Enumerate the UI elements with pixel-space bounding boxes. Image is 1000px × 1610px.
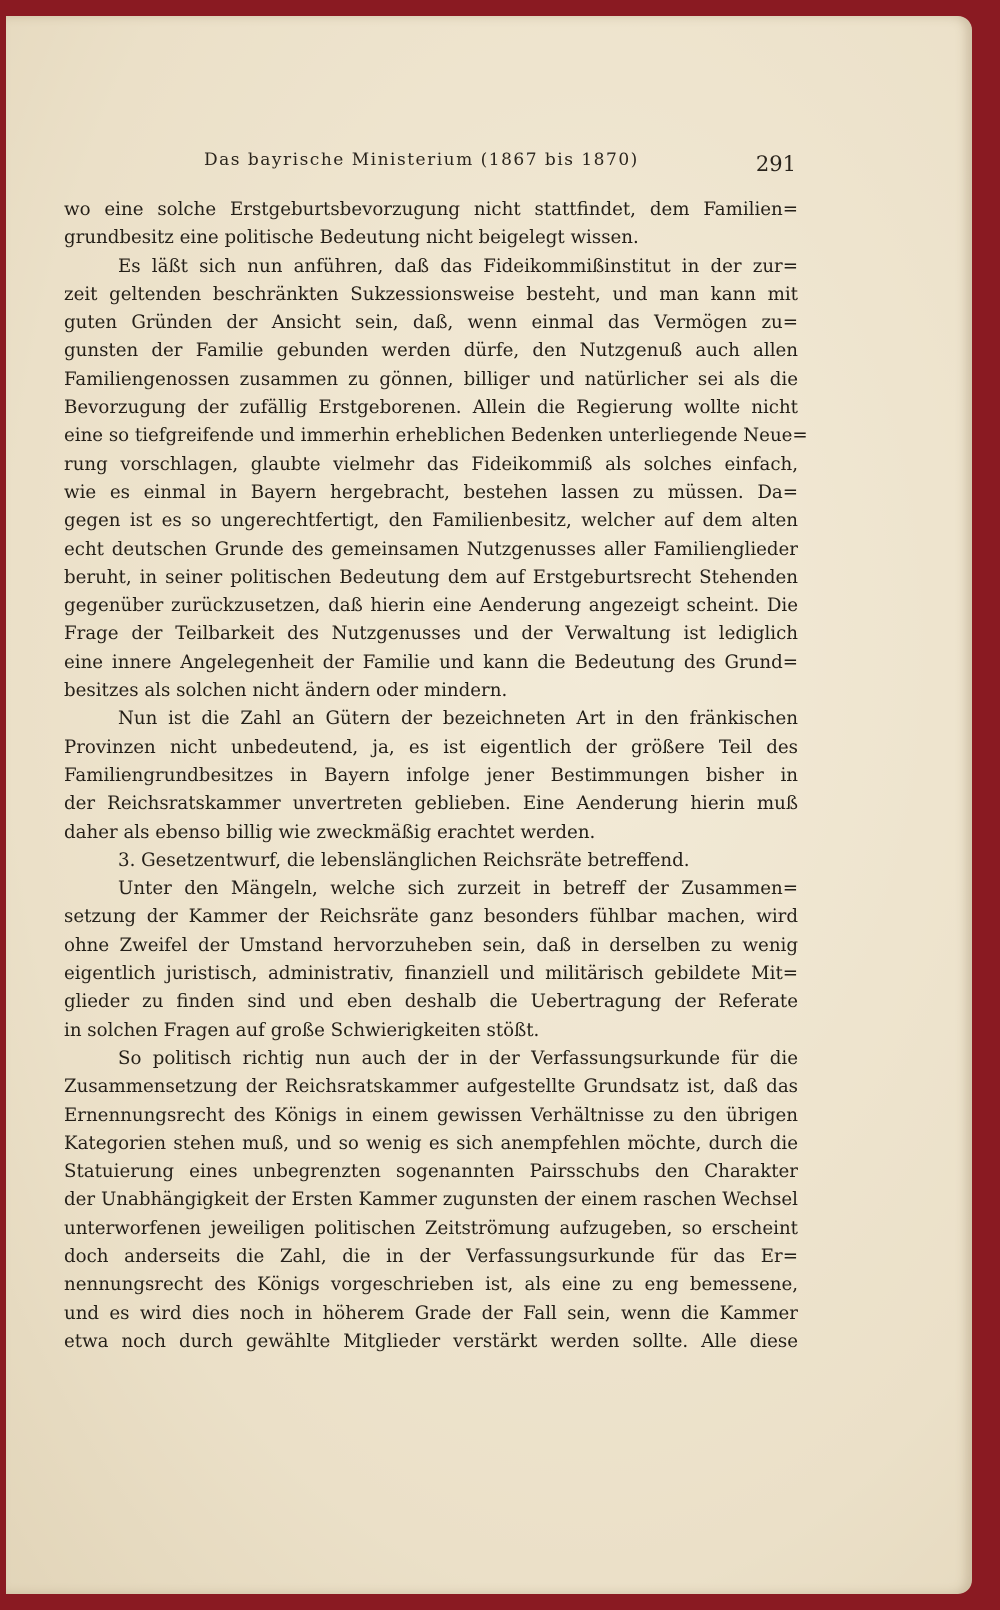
text-line: Zusammensetzung der Reichsratskammer aufgestellte Grundsatz ist, daß das: [64, 1076, 798, 1098]
body-text: [64, 196, 808, 1356]
text-line: wo eine solche Erstgeburtsbevorzugung nicht stattfindet, dem Familien=: [64, 199, 798, 220]
text-line: Es läßt sich nun anführen, daß das Fideikommißinstitut in der zur=: [118, 255, 798, 277]
text-line: beruht, in seiner politischen Bedeutung dem auf Erstgeburtsrecht Stehenden: [64, 566, 798, 588]
text-line: der Unabhängigkeit der Ersten Kammer zugunsten der einem raschen Wechsel: [64, 1189, 798, 1211]
text-line: ohne Zweifel der Umstand hervorzuheben sein, daß in derselben zu wenig: [64, 934, 798, 956]
text-line: guten Gründen der Ansicht sein, daß, wenn einmal das Vermögen zu=: [64, 312, 798, 334]
text-line: rung vorschlagen, glaubte vielmehr das Fideikommiß als solches einfach,: [64, 453, 798, 475]
text-line: setzung der Kammer der Reichsräte ganz besonders fühlbar machen, wird: [64, 906, 798, 928]
text-line: Unter den Mängeln, welche sich zurzeit in betreff der Zusammen=: [118, 878, 798, 900]
text-line: Provinzen nicht unbedeutend, ja, es ist eigentlich der größere Teil des: [64, 736, 798, 758]
text-line: So politisch richtig nun auch der in der Verfassungsurkunde für die: [118, 1047, 798, 1069]
text-line: daher als ebenso billig wie zweckmäßig erachtet werden.: [64, 821, 596, 843]
text-line: echt deutschen Grunde des gemeinsamen Nutzgenusses aller Familienglieder: [64, 538, 798, 560]
text-line: eine so tiefgreifende und immerhin erheblichen Bedenken unterliegende Neue=: [64, 425, 808, 447]
text-line: zeit geltenden beschränkten Sukzessionsweise besteht, und man kann mit: [64, 283, 798, 305]
text-line: glieder zu finden sind und eben deshalb die Uebertragung der Referate: [64, 991, 798, 1013]
text-line: in solchen Fragen auf große Schwierigkeiten stößt.: [64, 1019, 540, 1041]
text-line: Familiengrundbesitzes in Bayern infolge jener Bestimmungen bisher in: [64, 764, 798, 786]
book-page: [6, 16, 972, 1594]
text-line: Nun ist die Zahl an Gütern der bezeichneten Art in den fränkischen: [118, 708, 798, 730]
running-head: Das bayrische Ministerium (1867 bis 1870): [204, 150, 639, 170]
page-number: 291: [755, 152, 796, 176]
text-line: wie es einmal in Bayern hergebracht, bestehen lassen zu müssen. Da=: [64, 481, 798, 503]
text-line: unterworfenen jeweiligen politischen Zeitströmung aufzugeben, so erscheint: [64, 1217, 798, 1239]
text-line: Bevorzugung der zufällig Erstgeborenen. Allein die Regierung wollte nicht: [64, 397, 798, 419]
text-line: besitzes als solchen nicht ändern oder mindern.: [64, 680, 508, 702]
text-line: Familiengenossen zusammen zu gönnen, billiger und natürlicher sei als die: [64, 368, 798, 390]
text-line: eine innere Angelegenheit der Familie und kann die Bedeutung des Grund=: [64, 651, 798, 673]
text-line: und es wird dies noch in höherem Grade der Fall sein, wenn die Kammer: [64, 1302, 798, 1324]
text-line: gegenüber zurückzusetzen, daß hierin eine Aenderung angezeigt scheint. Die: [64, 595, 798, 617]
text-line: etwa noch durch gewählte Mitglieder verstärkt werden sollte. Alle diese: [64, 1330, 798, 1352]
text-line: nennungsrecht des Königs vorgeschrieben ist, als eine zu eng bemessene,: [64, 1274, 798, 1296]
text-line: Kategorien stehen muß, und so wenig es sich anempfehlen möchte, durch die: [64, 1132, 798, 1154]
text-line: gunsten der Familie gebunden werden dürfe, den Nutzgenuß auch allen: [64, 340, 798, 362]
text-line: eigentlich juristisch, administrativ, finanziell und militärisch gebildete Mit=: [64, 963, 798, 985]
text-line: 3. Gesetzentwurf, die lebenslänglichen Reichsräte betreffend.: [118, 849, 690, 871]
text-line: Ernennungsrecht des Königs in einem gewissen Verhältnisse zu den übrigen: [64, 1104, 798, 1126]
text-line: gegen ist es so ungerechtfertigt, den Familienbesitz, welcher auf dem alten: [64, 510, 798, 532]
text-line: doch anderseits die Zahl, die in der Verfassungsurkunde für das Er=: [64, 1245, 798, 1267]
page-header: [66, 146, 796, 180]
text-line: Statuierung eines unbegrenzten sogenannten Pairsschubs den Charakter: [64, 1161, 798, 1183]
text-line: der Reichsratskammer unvertreten geblieben. Eine Aenderung hierin muß: [64, 793, 798, 815]
text-line: Frage der Teilbarkeit des Nutzgenusses und der Verwaltung ist lediglich: [64, 623, 798, 645]
text-line: grundbesitz eine politische Bedeutung nicht beigelegt wissen.: [64, 227, 639, 249]
